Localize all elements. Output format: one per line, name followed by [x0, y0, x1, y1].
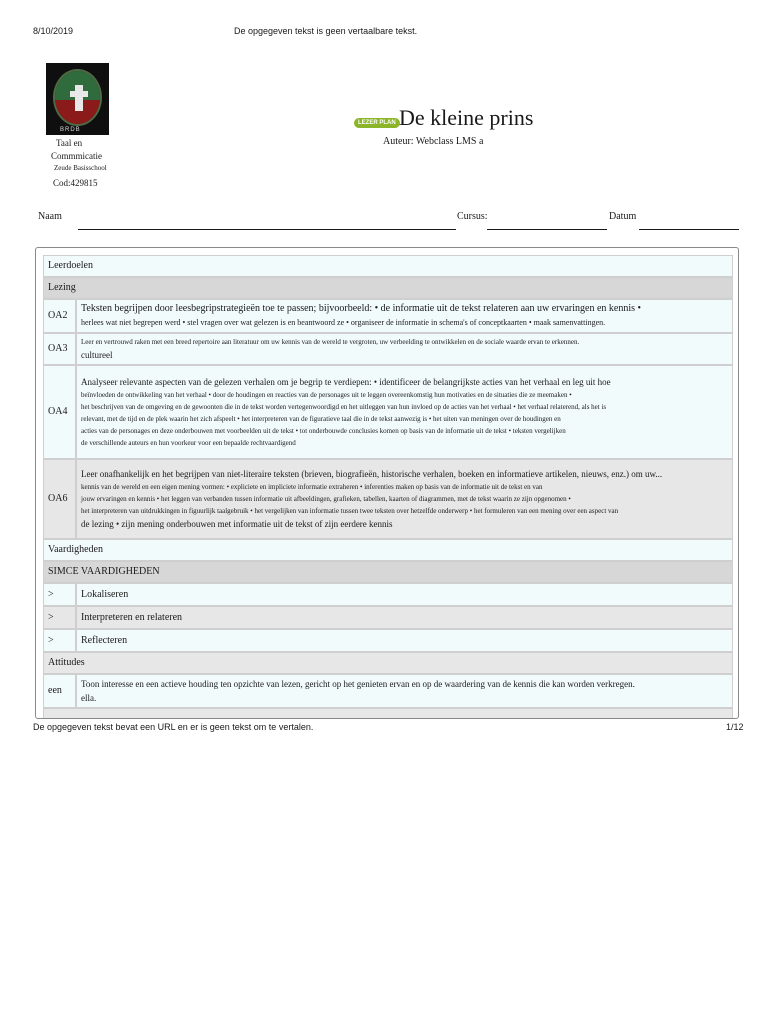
learning-goals-table [43, 255, 733, 719]
skill-label: Reflecteren [76, 629, 733, 652]
section-heading-reading: Lezing [43, 277, 733, 299]
table-row [43, 583, 733, 606]
header-note: De opgegeven tekst is geen vertaalbare tekst. [234, 26, 418, 36]
skill-label: Interpreteren en relateren [76, 606, 733, 629]
goal-description: Analyseer relevante aspecten van de gelezen verhalen om je begrip te verdiepen: • identificeer de belangrijkste acties van het verhaal en leg uit hoe beïnvloeden de ontwikkeling van het verhaal • door de houdingen en reacties van de personages uit te leggen overeenkomstig hun motivaties en de situaties die ze meemaken • het beschrijven van de omgeving en de gewoonten die in de tekst worden vertegenwoordigd en het uitleggen van hun invloed op de acties van het verhaal • het verhaal relaterend, als het is relevant, met de tijd en de plek waarin het zich afspeelt • het interpreteren van de figuratieve taal die in de tekst aanwezig is • het uiten van meningen over de houdingen en acties van de personages en deze onderbouwen met voorbeelden uit de tekst • tot onderbouwde conclusies komen op basis van de informatie uit de tekst • teksten vergelijken de verschillende auteurs en hun voorkeur voor een bepaalde rechtvaardigend [76, 365, 733, 459]
date-field[interactable] [639, 229, 739, 230]
skill-label: Lokaliseren [76, 583, 733, 606]
author-line: Auteur: Webclass LMS a [383, 136, 484, 147]
logo-caption: BRDB [60, 127, 81, 133]
goal-code: OA3 [43, 333, 76, 365]
goal-description: Teksten begrijpen door leesbegripstrategieën toe te passen; bijvoorbeeld: • de informatie uit de tekst relateren aan uw ervaringen en kennis • herlees wat niet begrepen werd • stel vragen over wat gelezen is en beantwoord ze • organiseer de informatie in schema's of conceptkaarten • maak samenvattingen. [76, 299, 733, 333]
table-row [43, 606, 733, 629]
name-label: Naam [38, 211, 62, 222]
print-date: 8/10/2019 [33, 26, 74, 36]
school-name: Zeude Basisschool [54, 164, 107, 172]
page-title: De kleine prins [399, 105, 534, 130]
date-label: Datum [609, 211, 637, 222]
goal-code: OA2 [43, 299, 76, 333]
school-line-2: Commmicatie [51, 151, 102, 161]
school-code: Cod:429815 [53, 178, 98, 188]
table-row [43, 365, 733, 459]
section-heading-simce: SIMCE VAARDIGHEDEN [43, 561, 733, 583]
table-row [43, 674, 733, 708]
school-line-1: Taal en [56, 138, 83, 148]
goal-description: Leer en vertrouwd raken met een breed repertoire aan literatuur om uw kennis van de wereld te vergroten, uw verbeelding te ontwikkelen en de sociale waarde ervan te erkennen. cultureel [76, 333, 733, 365]
name-field[interactable] [78, 229, 456, 230]
goal-code: OA6 [43, 459, 76, 539]
section-heading-goals: Leerdoelen [43, 255, 733, 277]
logo-emblem [53, 69, 102, 126]
table-row [43, 629, 733, 652]
section-heading-skills: Vaardigheden [43, 539, 733, 561]
goal-code: OA4 [43, 365, 76, 459]
attitude-code: een [43, 674, 76, 708]
goal-description: Leer onafhankelijk en het begrijpen van niet-literaire teksten (brieven, biografieën, historische verhalen, boeken en informatieve artikelen, nieuws, enz.) om uw... kennis van de wereld en een eigen mening vormen: • expliciete en impliciete informatie extraheren • inferenties maken op basis van de informatie uit de tekst en van jouw ervaringen en kennis • het leggen van verbanden tussen informatie uit afbeeldingen, grafieken, tabellen, kaarten of diagrammen, met de tekst waarin ze zijn opgenomen • het interpreteren van uitdrukkingen in figuurlijk taalgebruik • het vergelijken van informatie tussen twee teksten over hetzelfde onderwerp • het formuleren van een mening over een aspect van de lezing • zijn mening onderbouwen met informatie uit de tekst of zijn eerdere kennis [76, 459, 733, 539]
reading-plan-badge: LEZER PLAN [354, 118, 400, 128]
table-row [43, 333, 733, 365]
skill-marker: > [43, 629, 76, 652]
skill-marker: > [43, 583, 76, 606]
course-label: Cursus: [457, 211, 488, 222]
table-row [43, 459, 733, 539]
footer-note: De opgegeven tekst bevat een URL en er is geen tekst om te vertalen. [33, 722, 314, 732]
section-heading-attitudes: Attitudes [43, 652, 733, 674]
course-field[interactable] [487, 229, 607, 230]
table-row-cutoff [43, 708, 733, 719]
learning-goals-panel [35, 247, 739, 719]
page-number: 1/12 [726, 722, 744, 732]
table-row [43, 299, 733, 333]
school-logo [46, 63, 109, 135]
attitude-description: Toon interesse en een actieve houding ten opzichte van lezen, gericht op het genieten ervan en op de waardering van de kennis die kan worden verkregen. ella. [76, 674, 733, 708]
skill-marker: > [43, 606, 76, 629]
